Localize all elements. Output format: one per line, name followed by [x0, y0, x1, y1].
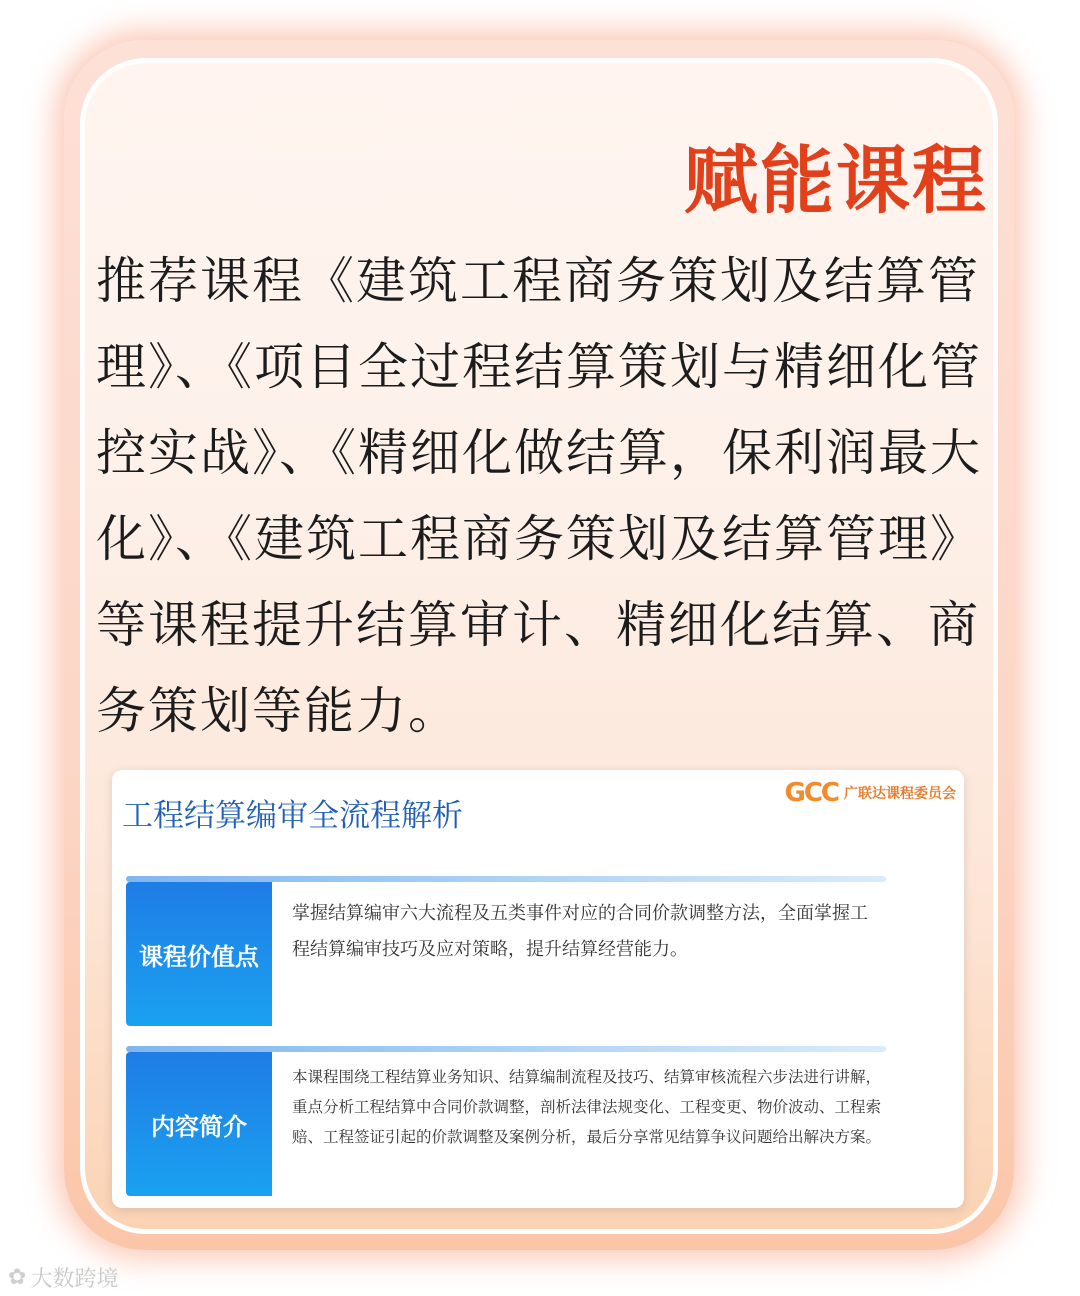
watermark-text: 大数跨境 [30, 1267, 119, 1292]
watermark [8, 1262, 118, 1293]
brand-logo-icon: GCC [784, 778, 838, 808]
slide-title: 工程结算编审全流程解析 [122, 798, 463, 834]
intro-row [126, 1052, 896, 1196]
watermark-logo-icon: ✿ [8, 1265, 27, 1290]
brand [784, 778, 956, 808]
brand-name: 广联达课程委员会 [844, 786, 956, 802]
value-row [126, 882, 896, 1026]
value-text: 掌握结算编审六大流程及五类事件对应的合同价款调整方法，全面掌握工程结算编审技巧及应对策略，提升结算经营能力。 [292, 903, 868, 960]
course-slide-image [112, 770, 964, 1208]
body-text: 推荐课程《建筑工程商务策划及结算管理》、《项目全过程结算策划与精细化管控实战》、《精细化做结算，保利润最大化》、《建筑工程商务策划及结算管理》等课程提升结算审计、精细化结算、商务策划等能力。 [96, 252, 982, 740]
value-label: 课程价值点 [126, 882, 272, 1026]
intro-label: 内容简介 [126, 1052, 272, 1196]
intro-text: 本课程围绕工程结算业务知识、结算编制流程及技巧、结算审核流程六步法进行讲解，重点分析工程结算中合同价款调整，剖析法律法规变化、工程变更、物价波动、工程索赔、工程签证引起的价款调整及案例分析，最后分享常见结算争议问题给出解决方案。 [292, 1068, 882, 1146]
heading: 赋能课程 [684, 138, 988, 224]
